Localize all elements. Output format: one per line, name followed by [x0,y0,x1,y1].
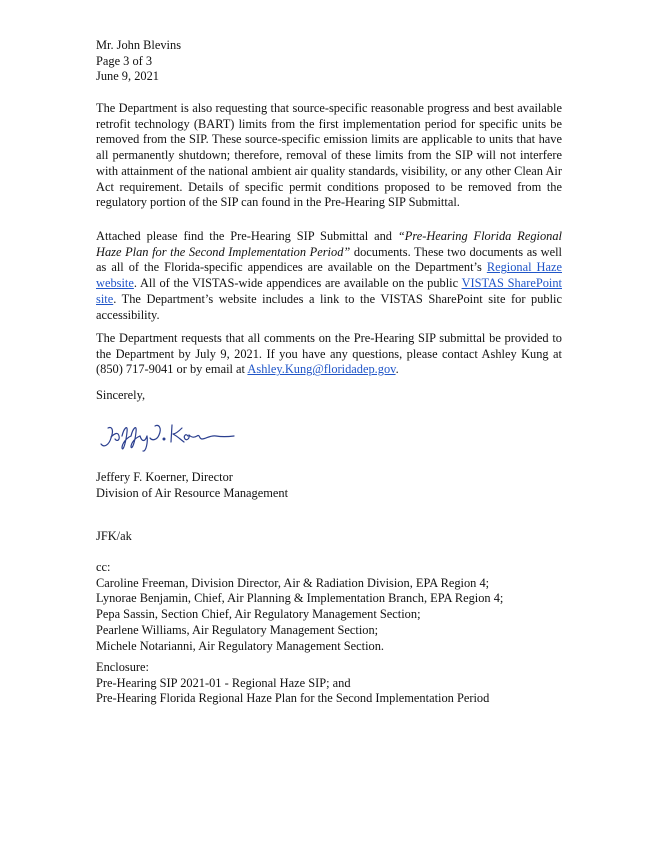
cc-item: Pearlene Williams, Air Regulatory Management Section; [96,622,379,637]
closing-text: Sincerely, [96,388,146,402]
cc-list [96,560,562,654]
email-link[interactable]: Ashley.Kung@floridadep.gov [247,362,396,377]
regional-haze-website-link[interactable]: Regional Haze website [96,260,562,291]
comments-text-2: . [395,362,399,377]
closing [96,388,562,404]
page-number: Page 3 of 3 [96,53,153,68]
letter-header [96,38,562,85]
attachments-text-1: Attached please find the Pre-Hearing SIP Submittal and [96,229,398,243]
enclosure-item: Pre-Hearing Florida Regional Haze Plan for the Second Implementation Period [96,691,490,706]
cc-item: Lynorae Benjamin, Chief, Air Planning & Implementation Branch, EPA Region 4; [96,591,504,606]
attachments-text-2: documents. These two documents as well as all of the Florida-specific appendices are available on the Department’s [96,244,562,275]
paragraph-bart-limits [96,101,562,211]
paragraph-bart-limits-text: The Department is also requesting that source-specific reasonable progress and best available retrofit technology (BART) limits from the first implementation period for specific units be removed from the SIP. These source-specific emission limits are applicable to units that have all permanently shutdown; therefore, removal of these limits from the SIP will not interfere with attainment of the national ambient air quality standards, visibility, or any other Clean Air Act requirement. Details of specific permit conditions proposed to be removed from the regulatory portion of the SIP can found in the Pre-Hearing SIP Submittal. [96,101,562,210]
signer-division: Division of Air Resource Management [96,485,289,500]
comments-text-1: The Department requests that all comments on the Pre-Hearing SIP submittal be provided to the Department by July 9, 2021. If you have any questions, please contact Ashley Kung at (850) 717-9041 or by email at [96,331,562,377]
letter-date: June 9, 2021 [96,69,159,84]
initials [96,529,562,545]
signer-name: Jeffery F. Koerner, Director [96,470,233,484]
cc-item: Pepa Sassin, Section Chief, Air Regulatory Management Section; [96,607,421,622]
signature-image [98,418,248,458]
paragraph-comments [96,331,562,378]
paragraph-attachments [96,229,562,323]
enclosure-list [96,660,562,707]
vistas-sharepoint-link[interactable]: VISTAS SharePoint site [96,276,562,306]
enclosure-item: Pre-Hearing SIP 2021-01 - Regional Haze SIP; and [96,675,351,690]
initials-text: JFK/ak [96,529,132,543]
attachments-text-3: . All of the VISTAS-wide appendices are available on the public [133,276,462,291]
cc-label: cc: [96,560,111,574]
attachments-text-4: . The Department’s website includes a link to the VISTAS SharePoint site for public accessibility. [96,291,562,322]
recipient-name: Mr. John Blevins [96,38,182,52]
signature-block [96,470,562,501]
enclosure-label: Enclosure: [96,660,149,674]
cc-item: Caroline Freeman, Division Director, Air & Radiation Division, EPA Region 4; [96,575,490,590]
plan-title: “Pre-Hearing Florida Regional Haze Plan for the Second Implementation Period” [96,229,562,259]
cc-item: Michele Notarianni, Air Regulatory Management Section. [96,638,385,653]
